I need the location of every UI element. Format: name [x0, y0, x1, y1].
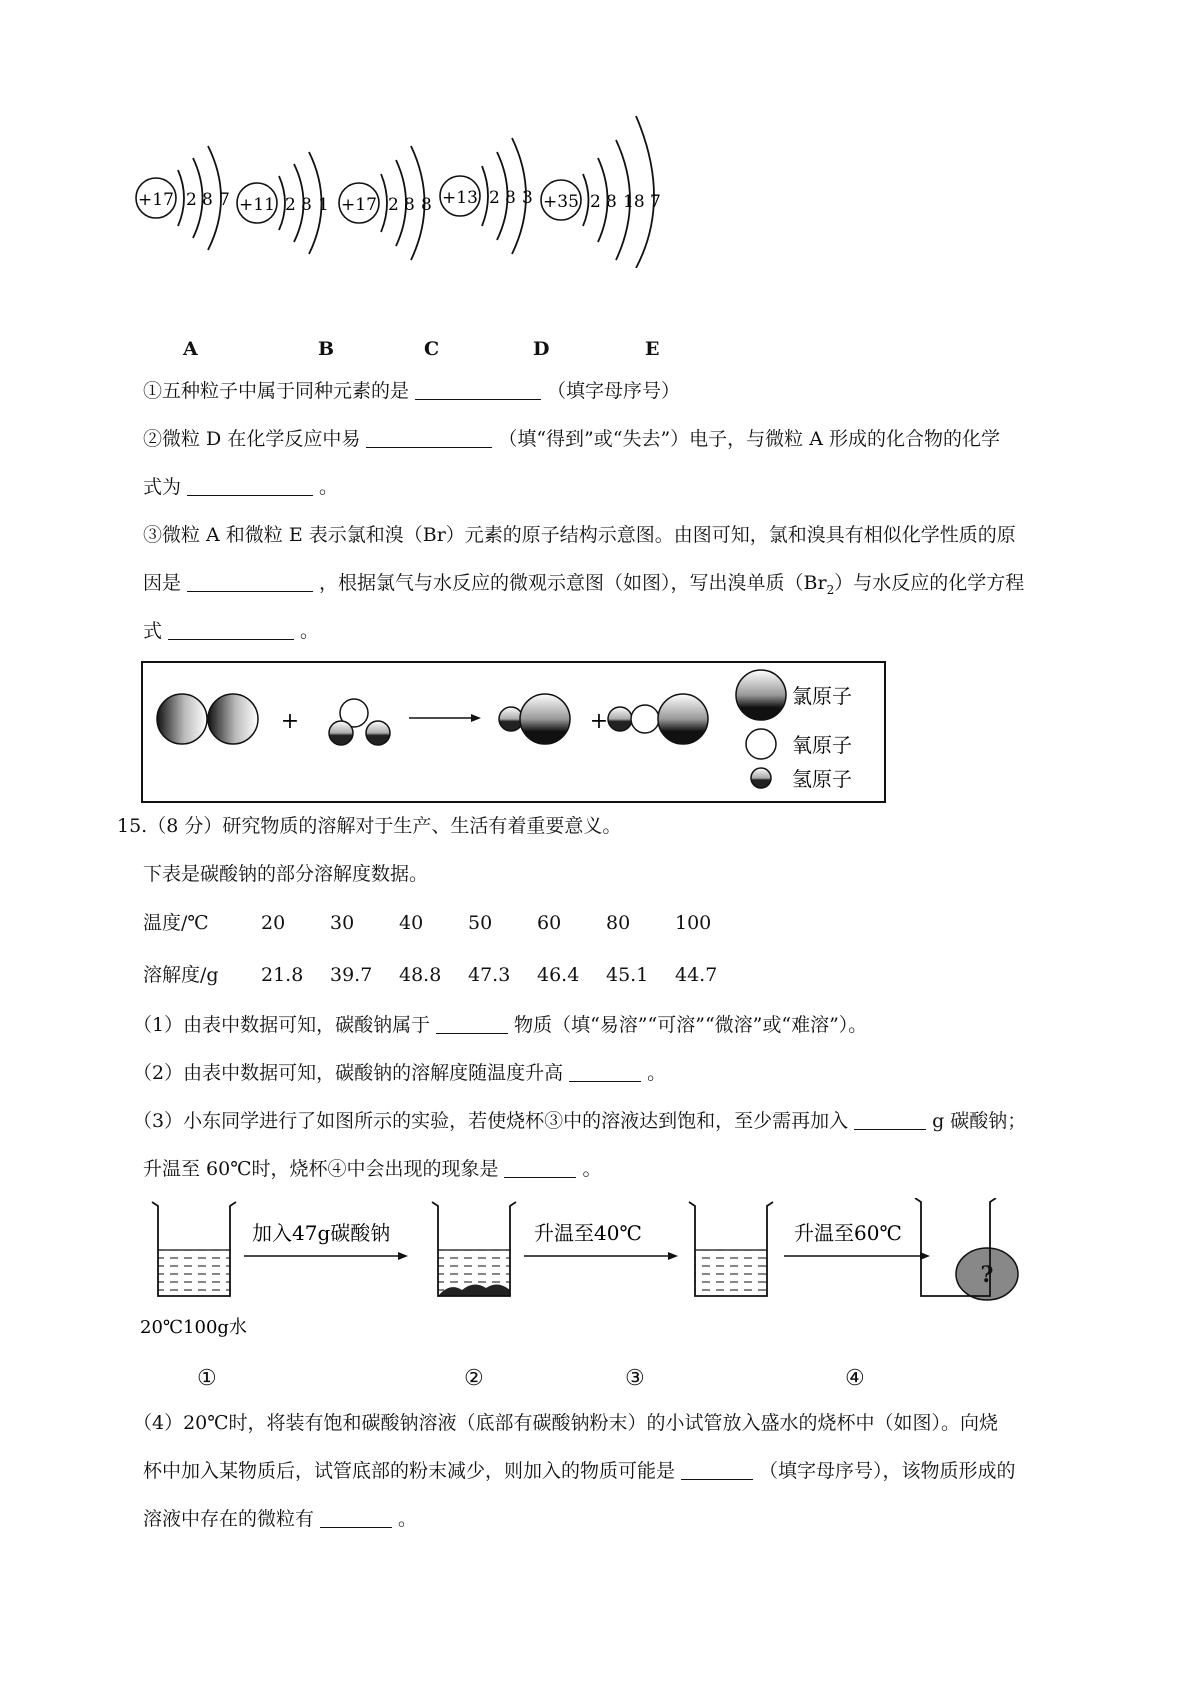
table-header-solubility: 溶解度/g — [143, 964, 219, 986]
table-cell: 21.8 — [261, 964, 304, 986]
subscript: 2 — [826, 582, 835, 597]
atom-label-a: A — [183, 338, 198, 360]
table-cell: 50 — [468, 912, 493, 934]
q14-part2-hint: （填“得到”或“失去”）电子，与微粒 A 形成的化合物的化学 — [498, 428, 1000, 450]
q15-part1 — [133, 1012, 867, 1038]
q15-title: 15.（8 分）研究物质的溶解对于生产、生活有着重要意义。 — [117, 815, 622, 837]
q15-part4-hint: （填字母序号），该物质形成的 — [759, 1460, 1016, 1482]
atom-d-shell-2: 8 — [505, 188, 516, 208]
atom-label-d: D — [533, 338, 550, 360]
beaker-number-1: ① — [197, 1366, 217, 1391]
atom-d-nucleus: +13 — [442, 188, 478, 208]
atom-d-shell-1: 2 — [489, 188, 500, 208]
hclo-molecule — [608, 694, 708, 744]
table-cell: 44.7 — [675, 964, 718, 986]
beaker-2 — [432, 1202, 516, 1296]
answer-blank[interactable] — [681, 1459, 753, 1480]
q14-part2-formula-label: 式为 — [143, 476, 182, 498]
table-cell: 45.1 — [606, 964, 649, 986]
atom-b-shell-3: 1 — [318, 195, 329, 215]
table-cell: 60 — [537, 912, 562, 934]
q14-part3-text: ③微粒 A 和微粒 E 表示氯和溴（Br）元素的原子结构示意图。由图可知，氯和溴具有相似化学性质的原 — [143, 524, 1016, 546]
q15-part3-end: 。 — [582, 1158, 602, 1180]
table-cell: 100 — [675, 912, 712, 934]
q14-part2 — [143, 426, 1000, 452]
table-cell: 39.7 — [330, 964, 373, 986]
q14-part2-text: ②微粒 D 在化学反应中易 — [143, 428, 361, 450]
atom-label-b: B — [318, 338, 335, 360]
q14-part3-end: 。 — [300, 620, 320, 642]
arrow-1 — [244, 1252, 408, 1260]
q14-part3-text2: ，根据氯气与水反应的微观示意图（如图），写出溴单质（Br — [319, 572, 827, 594]
answer-blank[interactable] — [187, 475, 313, 496]
table-cell: 46.4 — [537, 964, 580, 986]
atom-e-nucleus: +35 — [543, 192, 579, 212]
table-cell: 47.3 — [468, 964, 511, 986]
atom-e-shell-4: 7 — [650, 192, 661, 212]
beaker-number-2: ② — [464, 1366, 484, 1391]
hcl-molecule — [499, 694, 570, 744]
q15-part4: （4）20℃时，将装有饱和碳酸钠溶液（底部有碳酸钠粉末）的小试管放入盛水的烧杯中（如图）。向烧 — [133, 1412, 999, 1434]
q15-part1-hint: 物质（填“易溶”“可溶”“微溶”或“难溶”）。 — [514, 1014, 868, 1036]
q15-part2-end: 。 — [647, 1062, 667, 1084]
atom-e-shell-2: 8 — [606, 192, 617, 212]
atom-e-shell-3: 18 — [623, 192, 645, 212]
reaction-diagram — [141, 661, 886, 803]
atom-c-shell-1: 2 — [388, 195, 399, 215]
q14-part3-text3: ）与水反应的化学方程 — [834, 572, 1025, 594]
atom-a-shell-1: 2 — [186, 190, 197, 210]
atom-b-shell-1: 2 — [285, 195, 296, 215]
answer-blank[interactable] — [415, 379, 541, 400]
q14-part3-cont — [143, 570, 1024, 603]
beaker-experiment — [140, 1198, 1020, 1378]
q15-part1-text: （1）由表中数据可知，碳酸钠属于 — [133, 1014, 431, 1036]
atom-b — [237, 152, 329, 254]
arrow-1-label: 加入47g碳酸钠 — [252, 1221, 391, 1245]
q15-part4-cont — [143, 1458, 1016, 1484]
atom-b-shell-2: 8 — [301, 195, 312, 215]
atom-a-shell-3: 7 — [219, 190, 230, 210]
atom-a-nucleus: +17 — [138, 190, 174, 210]
q15-part4-end — [143, 1506, 417, 1532]
legend-chlorine: 氯原子 — [792, 684, 852, 708]
beaker-number-4: ④ — [845, 1366, 865, 1391]
water-molecule — [329, 699, 390, 745]
q14-part3 — [143, 522, 1016, 548]
atom-structure-diagrams — [120, 108, 680, 268]
atom-e-shell-1: 2 — [590, 192, 601, 212]
table-cell: 48.8 — [399, 964, 442, 986]
table-cell: 20 — [261, 912, 286, 934]
atom-b-nucleus: +11 — [239, 195, 275, 215]
answer-blank[interactable] — [366, 427, 492, 448]
q14-part3-reason-label: 因是 — [143, 572, 182, 594]
q15-part4-text2: 杯中加入某物质后，试管底部的粉末减少，则加入的物质可能是 — [143, 1460, 676, 1482]
atom-a-shell-2: 8 — [202, 190, 213, 210]
q15-part3 — [133, 1108, 1026, 1134]
arrow-2-label: 升温至40℃ — [534, 1221, 642, 1245]
atom-e — [541, 116, 661, 268]
q14-part1 — [143, 378, 680, 404]
unknown-mark: ? — [980, 1262, 994, 1288]
q14-part3-eq-label: 式 — [143, 620, 163, 642]
table-cell: 80 — [606, 912, 631, 934]
atom-c-nucleus: +17 — [341, 195, 377, 215]
legend-oxygen: 氧原子 — [792, 733, 852, 757]
reaction-arrow — [409, 714, 481, 722]
q15-part3-text: （3）小东同学进行了如图所示的实验，若使烧杯③中的溶液达到饱和，至少需再加入 — [133, 1110, 849, 1132]
arrow-3-label: 升温至60℃ — [794, 1221, 902, 1245]
start-label: 20℃100g水 — [140, 1317, 247, 1338]
q15-part2-text: （2）由表中数据可知，碳酸钠的溶解度随温度升高 — [133, 1062, 564, 1084]
chlorine-molecule — [157, 694, 258, 744]
plus-sign: + — [280, 709, 300, 734]
q15-part3-cont — [143, 1156, 602, 1182]
q14-part3-equation — [143, 618, 319, 644]
beaker-1 — [152, 1202, 236, 1296]
atom-c-shell-3: 8 — [421, 195, 432, 215]
q15-intro: 下表是碳酸钠的部分溶解度数据。 — [143, 863, 429, 885]
table-cell: 40 — [399, 912, 424, 934]
answer-blank[interactable] — [168, 619, 294, 640]
answer-blank[interactable] — [320, 1507, 392, 1528]
atom-c-shell-2: 8 — [404, 195, 415, 215]
arrow-3 — [784, 1252, 930, 1260]
table-header-temperature: 温度/℃ — [143, 912, 209, 934]
answer-blank[interactable] — [187, 571, 313, 592]
q15-part3-unit: g 碳酸钠； — [932, 1110, 1027, 1132]
q15-part3-text2: 升温至 60℃时，烧杯④中会出现的现象是 — [143, 1158, 499, 1180]
atom-label-c: C — [424, 338, 440, 360]
legend — [736, 670, 852, 791]
answer-blank[interactable] — [569, 1061, 641, 1082]
atom-label-e: E — [645, 338, 660, 360]
q15-part4-text3: 溶液中存在的微粒有 — [143, 1508, 315, 1530]
answer-blank[interactable] — [854, 1109, 926, 1130]
atom-c — [339, 146, 432, 260]
answer-blank[interactable] — [504, 1157, 576, 1178]
atom-a — [136, 146, 230, 250]
q14-part1-hint: （填字母序号） — [547, 380, 681, 402]
beaker-4 — [915, 1198, 1018, 1300]
q15-part4-period: 。 — [398, 1508, 418, 1530]
table-cell: 30 — [330, 912, 355, 934]
arrow-2 — [524, 1252, 678, 1260]
plus-sign: + — [589, 709, 609, 734]
atom-d — [440, 138, 533, 254]
q14-part2-cont — [143, 474, 338, 500]
q15-part2 — [133, 1060, 666, 1086]
q14-part1-text: ①五种粒子中属于同种元素的是 — [143, 380, 410, 402]
beaker-3 — [689, 1202, 773, 1296]
legend-hydrogen: 氢原子 — [792, 767, 852, 791]
answer-blank[interactable] — [436, 1013, 508, 1034]
q14-part2-end: 。 — [319, 476, 339, 498]
atom-d-shell-3: 3 — [522, 188, 533, 208]
beaker-number-3: ③ — [625, 1366, 645, 1391]
